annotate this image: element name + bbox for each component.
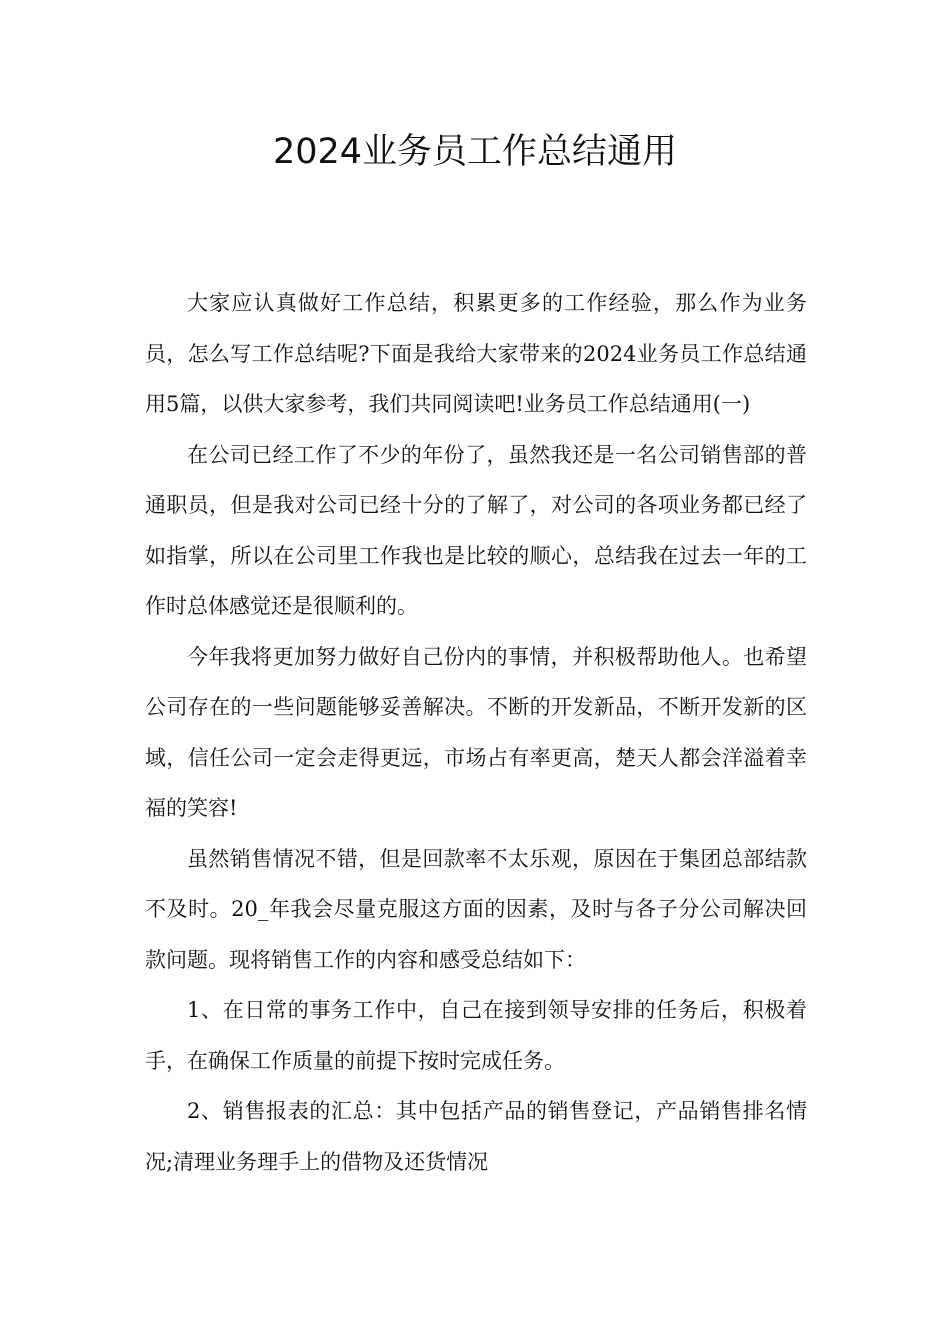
paragraph-intro: 大家应认真做好工作总结，积累更多的工作经验，那么作为业务员，怎么写工作总结呢?下面是我给大家带来的2024业务员工作总结通用5篇，以供大家参考，我们共同阅读吧!业务员工作总结通用(一) [145,291,807,416]
document-title: 2024业务员工作总结通用 [272,132,678,172]
paragraph-item-1: 1、在日常的事务工作中，自己在接到领导安排的任务后，积极着手，在确保工作质量的前提下按时完成任务。 [145,998,807,1073]
paragraph-item-2: 2、销售报表的汇总：其中包括产品的销售登记，产品销售排名情况;清理业务理手上的借物及还货情况 [145,1099,807,1174]
paragraph-company-experience: 在公司已经工作了不少的年份了，虽然我还是一名公司销售部的普通职员，但是我对公司已经十分的了解了，对公司的各项业务都已经了如指掌，所以在公司里工作我也是比较的顺心，总结我在过去一年的工作时总体感觉还是很顺利的。 [145,442,807,618]
paragraph-this-year-plan: 今年我将更加努力做好自己份内的事情，并积极帮助他人。也希望公司存在的一些问题能够妥善解决。不断的开发新品，不断开发新的区域，信任公司一定会走得更远，市场占有率更高，楚天人都会洋溢着幸福的笑容! [145,644,807,820]
document-body [145,278,807,1187]
paragraph-payment-collection: 虽然销售情况不错，但是回款率不太乐观，原因在于集团总部结款不及时。20_年我会尽量克服这方面的因素，及时与各子分公司解决回款问题。现将销售工作的内容和感受总结如下： [145,846,807,972]
